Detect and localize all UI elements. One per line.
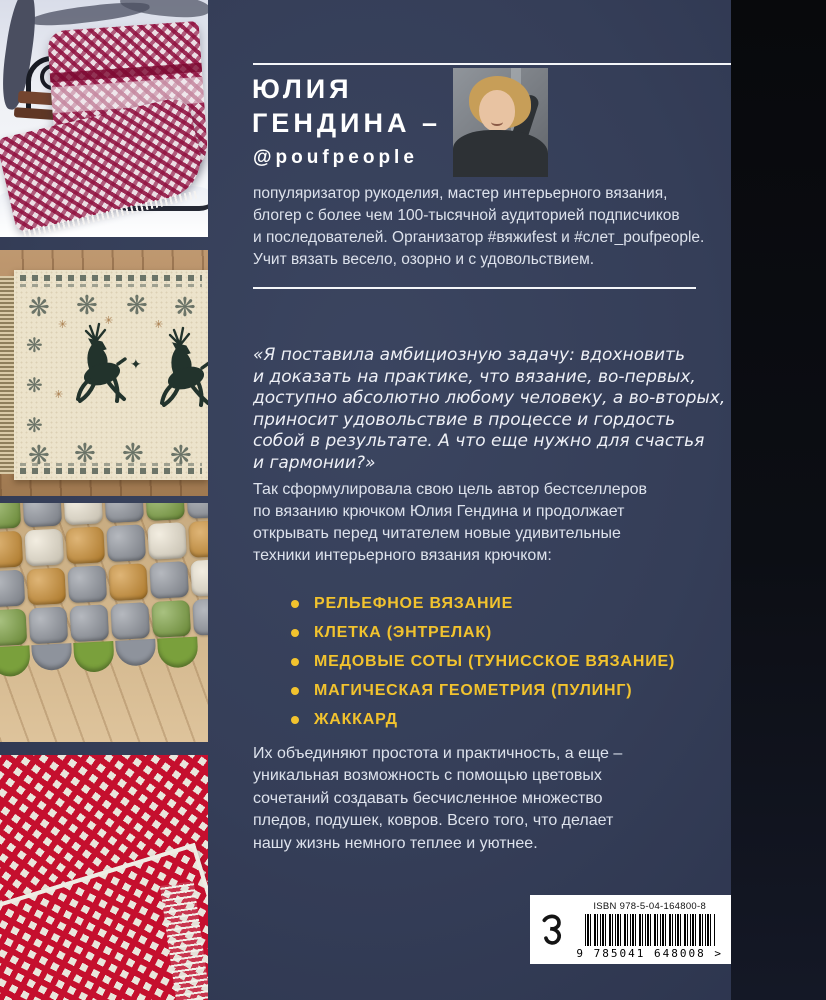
crochet-block <box>0 570 25 608</box>
intro-line: техники интерьерного вязания крючком: <box>253 547 552 564</box>
scallop-shape <box>73 641 115 673</box>
scallop-shape <box>115 639 156 667</box>
quote-line: и гармонии?» <box>253 452 376 473</box>
photo-crochet-closeup <box>0 503 208 742</box>
barcode-area <box>576 900 731 960</box>
bullet-dot <box>291 600 299 608</box>
snowflake-motif <box>174 294 196 320</box>
crochet-block <box>186 503 208 519</box>
crochet-block <box>28 606 68 644</box>
bio-line: популяризатор рукоделия, мастер интерьерного вязания, <box>253 185 668 202</box>
technique-label: ЖАККАРД <box>314 710 398 728</box>
crochet-block <box>0 531 23 569</box>
crochet-blocks <box>0 503 208 677</box>
snowy-branch-shape <box>119 0 208 21</box>
author-handle: @poufpeople <box>253 147 418 168</box>
snowflake-motif <box>26 376 43 396</box>
author-name-line1: ЮЛИЯ <box>252 74 353 104</box>
bullet-dot <box>291 629 299 637</box>
isbn-label: ISBN 978-5-04-164800-8 <box>593 900 707 912</box>
crochet-block <box>0 609 27 647</box>
publisher-logo-wrap <box>530 913 576 947</box>
snowflake-motif <box>26 336 43 356</box>
snowflake-motif <box>28 442 50 468</box>
snowflake-motif <box>126 292 148 318</box>
quote-line: «Я поставила амбициозную задачу: вдохновить <box>253 345 685 365</box>
isbn-barcode-box <box>530 895 731 964</box>
crochet-block <box>147 522 187 560</box>
crochet-block <box>149 561 189 599</box>
bullet-dot <box>291 658 299 666</box>
bullet-dot <box>291 687 299 695</box>
bio-line: Учит вязать весело, озорно и с удовольствием. <box>253 251 595 268</box>
author-name-line2: ГЕНДИНА – <box>252 108 441 138</box>
scallop-shape <box>157 637 199 669</box>
divider-line-top <box>253 63 731 65</box>
crochet-block <box>145 503 185 521</box>
outro-line: Их объединяют простота и практичность, а еще – <box>253 745 623 762</box>
author-bio <box>253 183 704 271</box>
rug-zigzag-border <box>20 275 202 281</box>
deer-silhouette-icon <box>146 326 208 422</box>
outro-line: нашу жизнь немного теплее и уютнее. <box>253 834 538 852</box>
crochet-block <box>188 520 208 558</box>
outro-line: уникальная возможность с помощью цветовых <box>253 767 602 785</box>
crochet-block <box>65 526 105 564</box>
snowflake-motif <box>76 292 98 318</box>
eksmo-logo-icon <box>540 913 566 947</box>
list-item <box>291 676 675 705</box>
deer-silhouette-icon <box>62 322 132 418</box>
list-item <box>291 705 675 734</box>
intro-line: открывать перед читателем новые удивительные <box>253 525 621 542</box>
outro-line: пледов, подушек, ковров. Всего того, что делает <box>253 812 614 830</box>
author-photo <box>453 68 548 177</box>
barcode-digits: 9 785041 648008 > <box>576 946 723 960</box>
deer-rug-shape <box>14 270 208 480</box>
crochet-block <box>110 602 150 640</box>
quote-line: доступно абсолютно любому человеку, а во-вторых, <box>253 388 726 408</box>
crochet-block <box>69 604 109 642</box>
technique-label: МАГИЧЕСКАЯ ГЕОМЕТРИЯ (ПУЛИНГ) <box>314 681 633 699</box>
crochet-block <box>22 503 62 527</box>
quote-line: и доказать на практике, что вязание, во-первых, <box>253 366 696 387</box>
crochet-block <box>63 503 103 525</box>
snowflake-motif <box>26 416 43 436</box>
outro-paragraph <box>253 743 622 855</box>
list-item <box>291 618 675 647</box>
crochet-block <box>26 567 66 605</box>
author-quote <box>253 345 725 474</box>
photo-deer-rug <box>0 250 208 496</box>
quote-line: собой в результате. А что еще нужно для счастья <box>253 431 705 451</box>
rug-zigzag-border <box>20 284 202 287</box>
intro-line: по вязанию крючком Юлия Гендина и продолжает <box>253 503 625 520</box>
bullet-dot <box>291 716 299 724</box>
intro-paragraph <box>253 479 647 567</box>
snowflake-motif <box>122 440 144 466</box>
bio-line: блогер с более чем 100-тысячной аудиторией подписчиков <box>253 207 680 224</box>
techniques-list <box>291 589 675 734</box>
crochet-block <box>192 598 208 636</box>
background-black-strip <box>731 0 826 1000</box>
list-item <box>291 647 675 676</box>
crochet-block <box>0 503 21 530</box>
rug-fringe <box>0 276 14 474</box>
snowflake-motif <box>170 442 192 468</box>
technique-label: МЕДОВЫЕ СОТЫ (ТУНИССКОЕ ВЯЗАНИЕ) <box>314 652 676 670</box>
crochet-block <box>67 565 107 603</box>
list-item <box>291 589 675 618</box>
intro-line: Так сформулировала свою цель автор бестселлеров <box>253 481 647 498</box>
barcode-bars <box>585 914 715 946</box>
technique-label: КЛЕТКА (ЭНТРЕЛАК) <box>314 623 493 641</box>
crochet-block <box>151 600 191 638</box>
crochet-block <box>104 503 144 523</box>
crochet-block <box>106 524 146 562</box>
technique-label: РЕЛЬЕФНОЕ ВЯЗАНИЕ <box>314 594 514 612</box>
portrait-smile-shape <box>491 118 503 126</box>
scallop-shape <box>0 645 31 677</box>
photo-red-diamond-knit <box>0 755 208 1000</box>
bio-line: и последователей. Организатор #вяжиfest и #слет_poufpeople. <box>253 229 705 246</box>
scallop-shape <box>31 643 72 671</box>
divider-line-middle <box>253 287 696 289</box>
portrait-shirt-shape <box>453 130 548 177</box>
crochet-block <box>108 563 148 601</box>
quote-line: приносит удовольствие в процессе и гордость <box>253 409 676 430</box>
snowflake-motif <box>28 294 50 320</box>
photo-blanket-on-snowy-bench <box>0 0 208 237</box>
crochet-block <box>190 559 208 597</box>
outro-line: сочетаний создавать бесчисленное множество <box>253 789 603 807</box>
author-name <box>252 72 441 140</box>
snowflake-motif <box>74 440 96 466</box>
crochet-block <box>24 528 64 566</box>
